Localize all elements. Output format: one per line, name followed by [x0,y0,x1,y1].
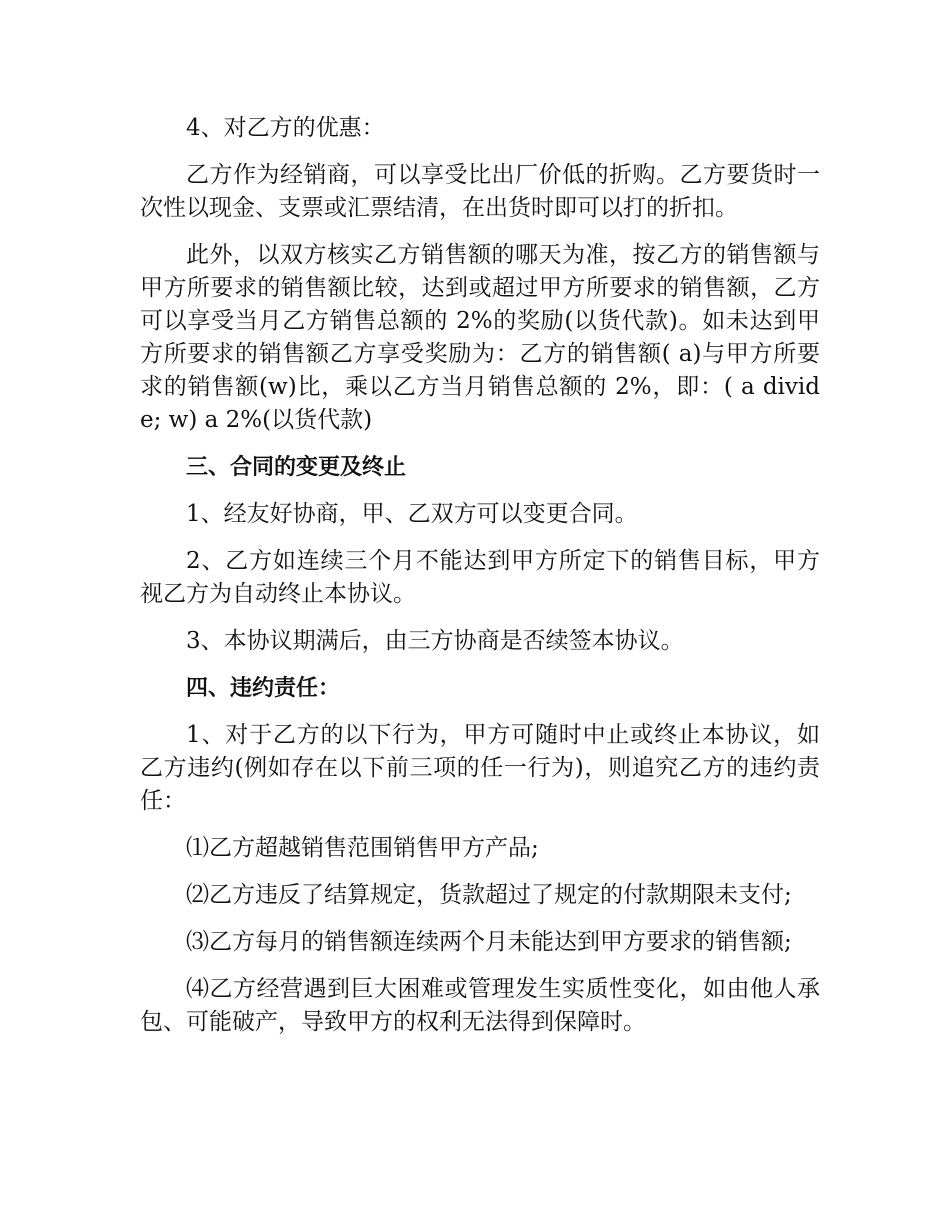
para-breach-item-3: ⑶乙方每月的销售额连续两个月未能达到甲方要求的销售额; [186,929,792,955]
para-reward-terms: 此外，以双方核实乙方销售额的哪天为准，按乙方的销售额与甲方所要求的销售额比较，达到或超过甲方所要求的销售额，乙方可以享受当月乙方销售总额的 2%的奖励(以货代款)。如未达到甲方所要求的销售额乙方享受奖励为：乙方的销售额( a)与甲方所要求的销售额(w)比，乘以乙方当月销售总额的 2%，即：( a divide; w) a 2%(以货代款) [140,242,820,433]
para-change-1: 1、经友好协商，甲、乙双方可以变更合同。 [186,501,638,527]
document-body [140,112,820,1053]
para-breach-1: 1、对于乙方的以下行为，甲方可随时中止或终止本协议，如乙方违约(例如存在以下前三项的任一行为)，则追究乙方的违约责任： [140,722,820,814]
para-breach-item-4: ⑷乙方经营遇到巨大困难或管理发生实质性变化，如由他人承包、可能破产，导致甲方的权利无法得到保障时。 [140,976,820,1035]
heading-breach-liability: 四、违约责任： [186,676,341,701]
para-discount-title: 4、对乙方的优惠： [186,115,385,141]
para-breach-item-1: ⑴乙方超越销售范围销售甲方产品; [186,835,539,861]
para-breach-item-2: ⑵乙方违反了结算规定，货款超过了规定的付款期限未支付; [186,882,792,908]
para-change-2: 2、乙方如连续三个月不能达到甲方所定下的销售目标，甲方视乙方为自动终止本协议。 [140,548,820,607]
para-change-3: 3、本协议期满后，由三方协商是否续签本协议。 [186,628,684,654]
heading-contract-change: 三、合同的变更及终止 [186,455,407,480]
para-discount-body: 乙方作为经销商，可以享受比出厂价低的折购。乙方要货时一次性以现金、支票或汇票结清，在出货时即可以打的折扣。 [140,162,820,221]
